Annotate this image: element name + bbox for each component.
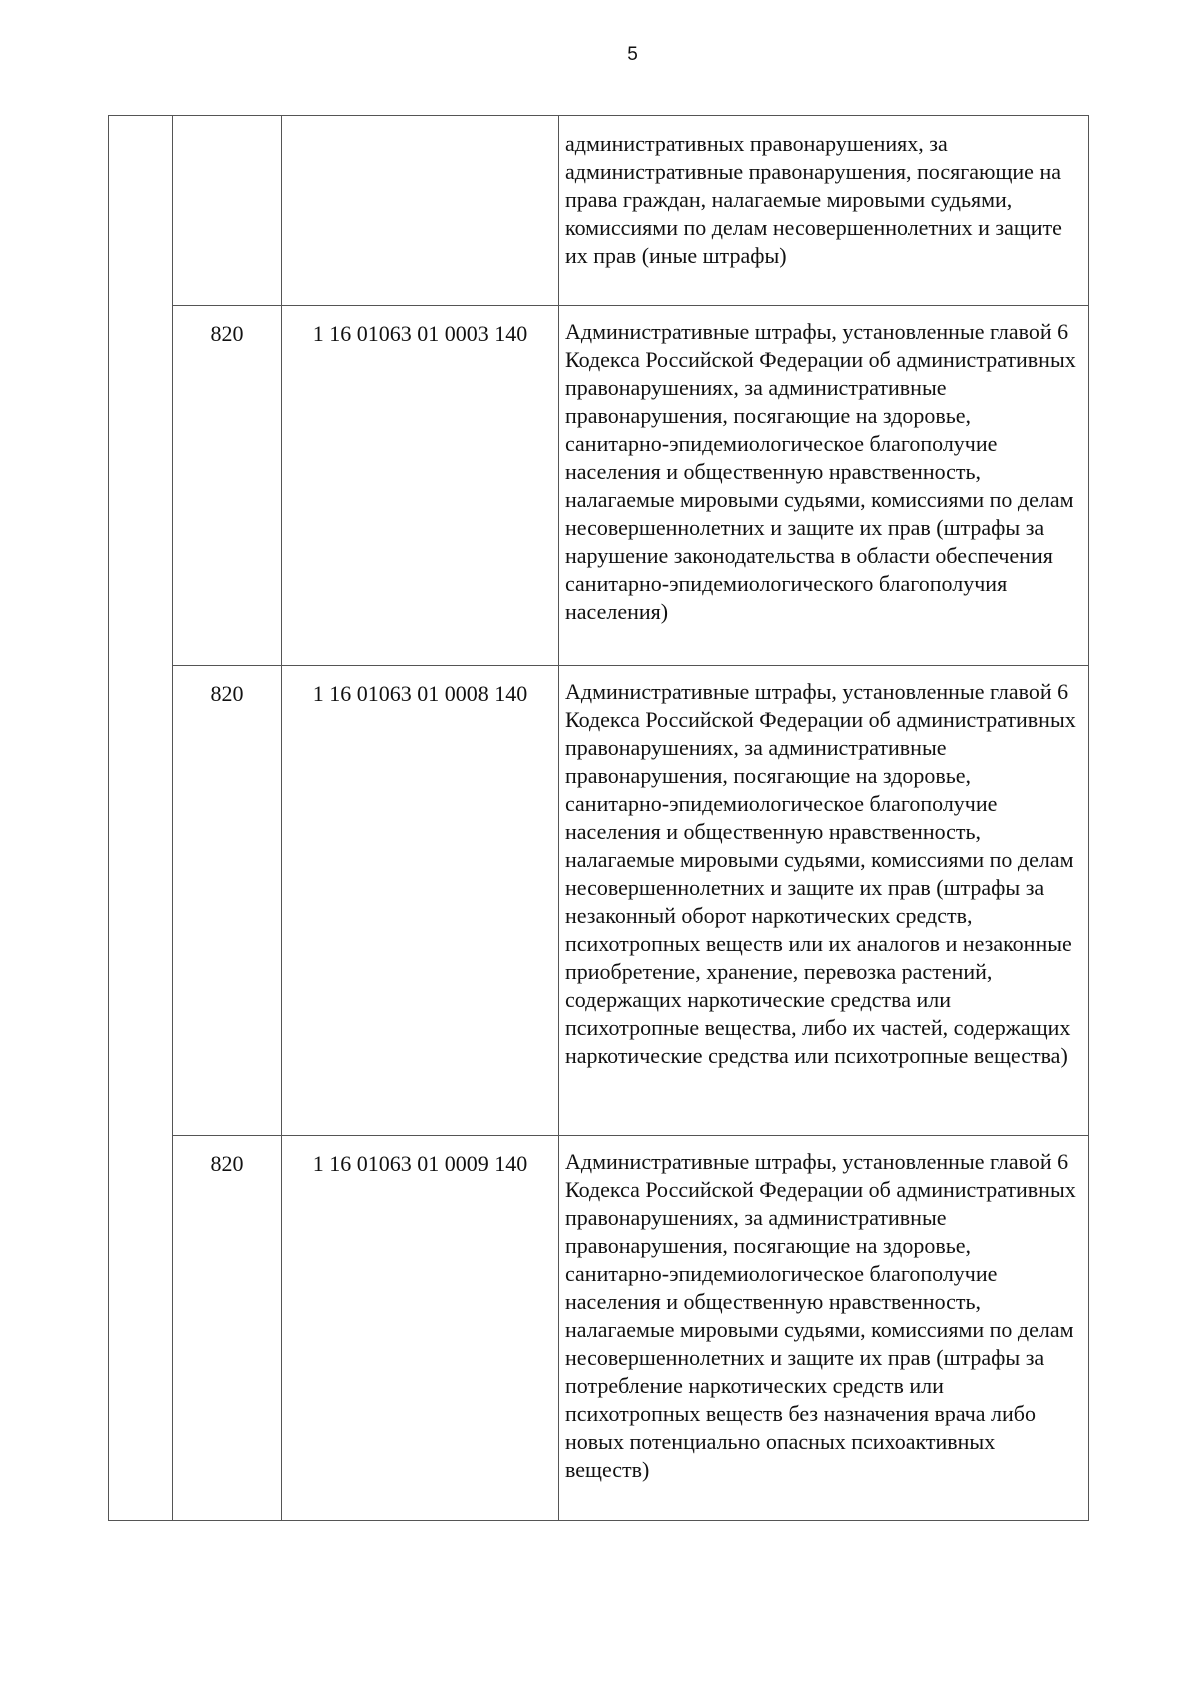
page-number: 5: [627, 44, 638, 65]
table-row: [109, 666, 1089, 1136]
row-group-cell: [109, 116, 173, 1521]
revenue-codes-table: [108, 115, 1089, 1521]
table-row: [109, 1136, 1089, 1521]
description-cell: Административные штрафы, установленные главой 6 Кодекса Российской Федерации об административных правонарушениях, за административные правонарушения, посягающие на здоровье, санитарно-эпидемиологическое благополучие населения и общественную нравственность, налагаемые мировыми судьями, комиссиями по делам несовершеннолетних и защите их прав (штрафы за нарушение законодательства в области обеспечения санитарно-эпидемиологического благополучия населения): [559, 306, 1089, 666]
table-row: [109, 116, 1089, 306]
admin-code-cell: 820: [173, 306, 282, 666]
table-row: [109, 306, 1089, 666]
description-cell: административных правонарушениях, за административные правонарушения, посягающие на права граждан, налагаемые мировыми судьями, комиссиями по делам несовершеннолетних и защите их прав (иные штрафы): [559, 116, 1089, 306]
income-code-cell: 1 16 01063 01 0008 140: [282, 666, 559, 1136]
income-code-cell: [282, 116, 559, 306]
description-cell: Административные штрафы, установленные главой 6 Кодекса Российской Федерации об административных правонарушениях, за административные правонарушения, посягающие на здоровье, санитарно-эпидемиологическое благополучие населения и общественную нравственность, налагаемые мировыми судьями, комиссиями по делам несовершеннолетних и защите их прав (штрафы за потребление наркотических средств или психотропных веществ без назначения врача либо новых потенциально опасных психоактивных веществ): [559, 1136, 1089, 1521]
admin-code-cell: [173, 116, 282, 306]
income-code-cell: 1 16 01063 01 0009 140: [282, 1136, 559, 1521]
income-code-cell: 1 16 01063 01 0003 140: [282, 306, 559, 666]
admin-code-cell: 820: [173, 666, 282, 1136]
description-cell: Административные штрафы, установленные главой 6 Кодекса Российской Федерации об административных правонарушениях, за административные правонарушения, посягающие на здоровье, санитарно-эпидемиологическое благополучие населения и общественную нравственность, налагаемые мировыми судьями, комиссиями по делам несовершеннолетних и защите их прав (штрафы за незаконный оборот наркотических средств, психотропных веществ или их аналогов и незаконные приобретение, хранение, перевозка растений, содержащих наркотические средства или психотропные вещества, либо их частей, содержащих наркотические средства или психотропные вещества): [559, 666, 1089, 1136]
admin-code-cell: 820: [173, 1136, 282, 1521]
